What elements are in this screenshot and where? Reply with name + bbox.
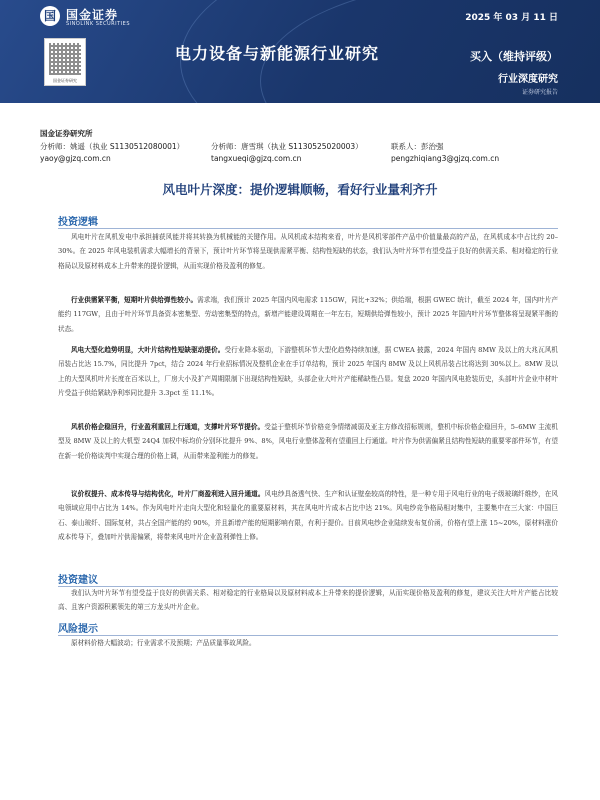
contact-peng: 联系人：彭治强 bbox=[391, 142, 444, 151]
paragraph-lead: 风机价格企稳回升，行业盈利重回上行通道，支撑叶片环节提价。 bbox=[71, 423, 265, 431]
analyst-yao-email[interactable]: yaoy@gjzq.com.cn bbox=[40, 154, 111, 163]
analyst-tang-email[interactable]: tangxueqi@gjzq.com.cn bbox=[211, 154, 302, 163]
paragraph-large-scale bbox=[58, 343, 558, 400]
paragraph-supply-demand bbox=[58, 293, 558, 336]
paragraph-price-recovery bbox=[58, 420, 558, 463]
report-header-banner bbox=[0, 0, 600, 103]
paragraph-body: 受行业降本驱动，下游整机环节大型化趋势持续加速，据 CWEA 披露，2024 年国内 8MW 及以上的大兆瓦风机吊装占比达 15.7%，同比提升 7pct，结合 2024 年行业招标情况及整机企业在手订单结构，预计 2025 年国内 8MW 及以上风机吊装占比将达到 30%以上。8MW 及以上的大型风机叶片长度在百米以上，厂房大小及扩产周期限制下出现结构性短缺，头部企业大叶片产能稀缺性凸显。复盘 2020 年国内风电抢装历史，头部叶片企业中材叶片受益于供给紧缺净利率同比提升 3.3pct 至 11.1%。 bbox=[58, 346, 559, 397]
report-subtitle: 证券研究报告 bbox=[521, 89, 558, 96]
paragraph-body: 受益于整机环节价格竞争情绪减弱及亚主方修改招标规则，整机中标价格企稳回升，5–6MW 主流机型及 8MW 及以上的大机型 24Q4 加权中标均价分别环比提升 9%、8%，风电行业整体盈利有望重回上行通道。叶片作为供需偏紧且结构性短缺的重要零部件环节，有望在新一轮价格谈判中实现合理的价格上调，从而带来盈利能力的修复。 bbox=[58, 423, 558, 460]
logo-chinese-name: 国金证券 bbox=[66, 8, 119, 22]
paragraph-risk: 原材料价格大幅波动；行业需求不及预期；产品质量事故风险。 bbox=[71, 639, 256, 647]
paragraph-body: 风电纱具备透气快、生产和认证壁垒较高的特性，是一种专用于风电行业的电子级玻璃纤维纱，在风电领域应用中占比为 14%。作为风电叶片走向大型化和轻量化的重要原材料，其在风电叶片成本占比中达 21%。风电纱竞争格局相对集中，主要集中在三大家：中国巨石、泰山玻纤、国际复材，共占全国产能的约 90%，并且新增产能的短期影响有限，有利于提价。目前风电纱企业陆续发布复价函，价格有望上涨 15~20%，原材料涨价成本传导下，叠加叶片供需偏紧，将带来风电叶片企业盈利弹性上修。 bbox=[58, 490, 559, 541]
section-divider bbox=[58, 228, 558, 229]
qr-code-pattern bbox=[49, 43, 81, 75]
analyst-yao: 分析师：姚遥（执业 S1130512080001） bbox=[40, 142, 185, 151]
section-heading-risk: 风险提示 bbox=[58, 624, 98, 635]
logo-english-name: SINOLINK SECURITIES bbox=[66, 21, 130, 27]
sinolink-logo bbox=[40, 6, 160, 34]
paragraph-body: 需求端，我们预计 2025 年国内风电需求 115GW，同比+32%；供给端，根据 GWEC 统计，截至 2024 年，国内叶片产能约 117GW，且由于叶片环节具备资本密集型、劳动密集型的特点，新增产能建设周期在一年左右，短期供给弹性较小，预计 2025 年国内叶片环节整体将呈现紧平衡的状态。 bbox=[58, 296, 558, 333]
paragraph-lead: 风电大型化趋势明显，大叶片结构性短缺驱动提价。 bbox=[71, 346, 225, 354]
paragraph-suggestion: 我们认为叶片环节有望受益于良好的供需关系、相对稳定的行业格局以及原材料成本上升带来的提价逻辑，从而实现价格及盈利的修复，建议关注大叶片产能占比较高、且客户资源积累领先的第三方龙头叶片企业。 bbox=[58, 589, 558, 612]
industry-title: 电力设备与新能源行业研究 bbox=[175, 44, 380, 63]
logo-mark-icon: 国 bbox=[40, 6, 60, 26]
paragraph-lead: 行业供需紧平衡，短期叶片供给弹性较小。 bbox=[71, 296, 198, 304]
contact-peng-email[interactable]: pengzhiqiang3@gjzq.com.cn bbox=[391, 154, 500, 163]
section-heading-investment-logic: 投资逻辑 bbox=[58, 217, 98, 228]
paragraph-cost-transfer bbox=[58, 487, 558, 544]
report-type: 行业深度研究 bbox=[498, 74, 558, 85]
document-title: 风电叶片深度：提价逻辑顺畅，看好行业量利齐升 bbox=[162, 182, 438, 197]
paragraph-lead: 议价权提升、成本传导与结构优化，叶片厂商盈利进入回升通道。 bbox=[71, 490, 265, 498]
section-heading-investment-suggestion: 投资建议 bbox=[58, 575, 98, 586]
report-date: 2025 年 03 月 11 日 bbox=[465, 13, 558, 23]
paragraph-intro: 风电叶片在风机发电中承担捕获风能并将其转换为机械能的关键作用。从风机成本结构来看，叶片是风机零部件产品中价值量最高的产品，在风机成本中占比约 20–30%。在 2025 年风电装机需求大幅增长的背景下，预计叶片环节将呈现供需紧平衡、结构性短缺的状态，我们认为叶片环节有望受益于良好的供需关系、相对稳定的行业格局以及原材料成本上升带来的提价逻辑，从而实现价格及盈利的修复。 bbox=[58, 233, 558, 270]
institute-name: 国金证券研究所 bbox=[40, 129, 93, 138]
rating-badge: 买入（维持评级） bbox=[470, 50, 558, 63]
analyst-tang: 分析师：唐雪琪（执业 S1130525020003） bbox=[211, 142, 363, 151]
qr-code-label: 国金证券研究 bbox=[53, 78, 77, 83]
qr-code-icon bbox=[44, 38, 86, 86]
